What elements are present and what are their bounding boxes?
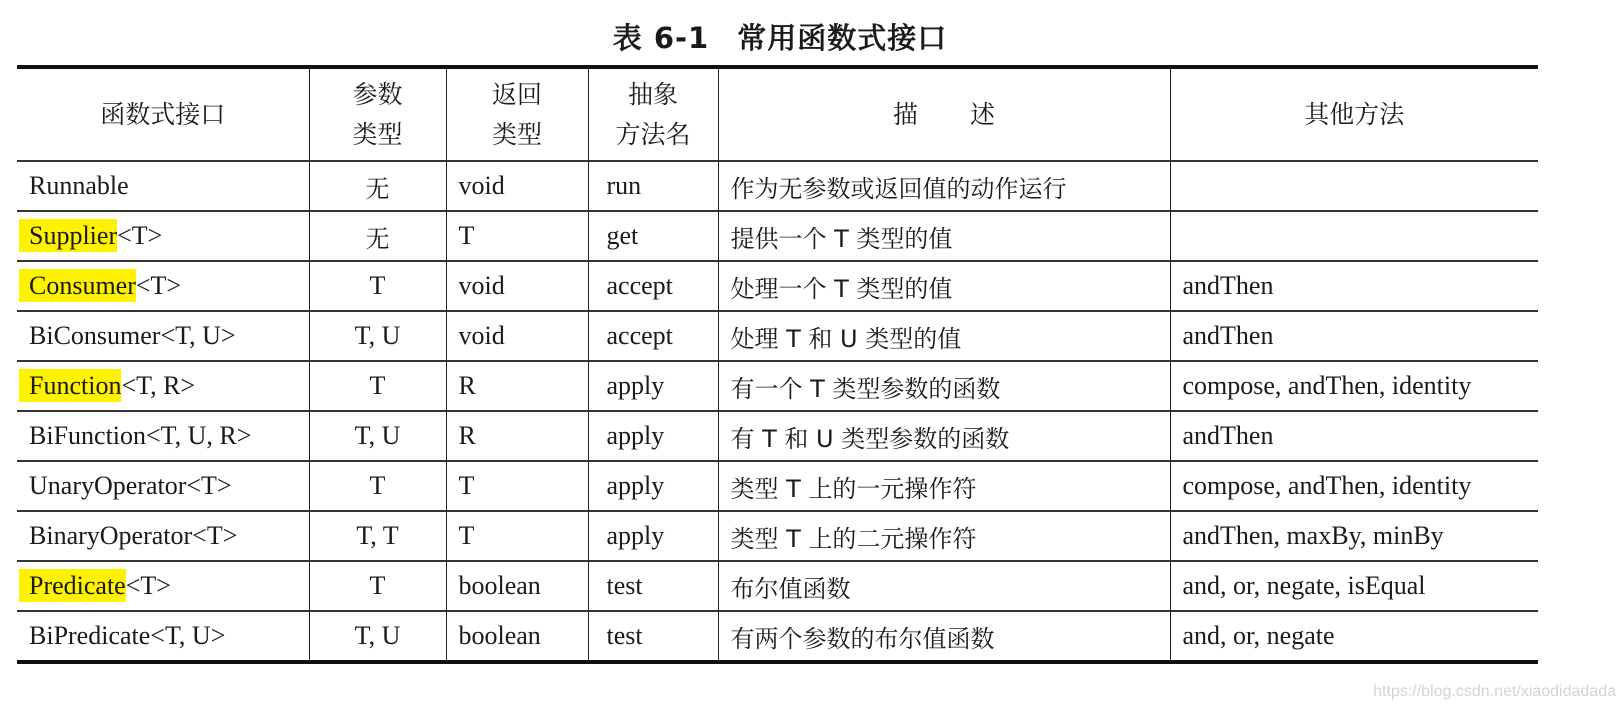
cell-interface	[17, 511, 309, 561]
cell-param-type: T, U	[309, 311, 446, 361]
table-row	[17, 611, 1538, 662]
interface-name: Runnable	[29, 171, 129, 200]
table-row	[17, 261, 1538, 311]
cell-other-methods: and, or, negate	[1170, 611, 1538, 662]
cell-interface	[17, 211, 309, 261]
interface-name: BiPredicate	[29, 621, 151, 650]
interface-name: BiFunction	[29, 421, 147, 450]
table-row	[17, 211, 1538, 261]
cell-description: 有两个参数的布尔值函数	[718, 611, 1170, 662]
cell-other-methods: andThen	[1170, 411, 1538, 461]
cell-other-methods: and, or, negate, isEqual	[1170, 561, 1538, 611]
interface-name: Supplier	[19, 219, 117, 252]
watermark: https://blog.csdn.net/xiaodidadada	[1373, 683, 1616, 700]
cell-return-type: boolean	[446, 611, 588, 662]
cell-param-type: T, U	[309, 411, 446, 461]
cell-method: apply	[588, 361, 718, 411]
interface-name: Predicate	[19, 569, 126, 602]
header-other-methods: 其他方法	[1170, 67, 1538, 161]
cell-description: 类型 T 上的一元操作符	[718, 461, 1170, 511]
table-row	[17, 161, 1538, 211]
header-abstract-method: 抽象 方法名	[588, 67, 718, 161]
cell-interface	[17, 161, 309, 211]
cell-return-type: R	[446, 411, 588, 461]
cell-other-methods: compose, andThen, identity	[1170, 461, 1538, 511]
table-row	[17, 561, 1538, 611]
header-description: 描述	[718, 67, 1170, 161]
header-param-type: 参数 类型	[309, 67, 446, 161]
cell-description: 处理 T 和 U 类型的值	[718, 311, 1170, 361]
cell-other-methods: andThen	[1170, 261, 1538, 311]
interface-name: UnaryOperator	[29, 471, 187, 500]
cell-return-type: T	[446, 511, 588, 561]
cell-other-methods	[1170, 161, 1538, 211]
cell-param-type: T	[309, 561, 446, 611]
cell-description: 布尔值函数	[718, 561, 1170, 611]
cell-interface	[17, 361, 309, 411]
cell-description: 提供一个 T 类型的值	[718, 211, 1170, 261]
interface-generic: <T, U, R>	[146, 421, 252, 450]
table-title: 常用函数式接口	[737, 21, 948, 55]
cell-return-type: void	[446, 261, 588, 311]
cell-method: apply	[588, 461, 718, 511]
cell-interface	[17, 311, 309, 361]
cell-method: test	[588, 611, 718, 662]
cell-method: accept	[588, 261, 718, 311]
cell-method: run	[588, 161, 718, 211]
cell-interface	[17, 461, 309, 511]
cell-param-type: T	[309, 261, 446, 311]
cell-description: 类型 T 上的二元操作符	[718, 511, 1170, 561]
cell-other-methods: andThen, maxBy, minBy	[1170, 511, 1538, 561]
cell-method: test	[588, 561, 718, 611]
table-row	[17, 411, 1538, 461]
cell-other-methods: andThen	[1170, 311, 1538, 361]
interface-name: Consumer	[19, 269, 136, 302]
cell-other-methods	[1170, 211, 1538, 261]
cell-interface	[17, 561, 309, 611]
cell-param-type: T	[309, 361, 446, 411]
cell-method: apply	[588, 411, 718, 461]
cell-return-type: T	[446, 461, 588, 511]
cell-description: 有一个 T 类型参数的函数	[718, 361, 1170, 411]
cell-method: accept	[588, 311, 718, 361]
interface-generic: <T>	[135, 271, 182, 300]
cell-description: 作为无参数或返回值的动作运行	[718, 161, 1170, 211]
interface-generic: <T>	[192, 521, 238, 550]
cell-param-type: T, T	[309, 511, 446, 561]
cell-description: 处理一个 T 类型的值	[718, 261, 1170, 311]
interface-generic: <T, U>	[160, 321, 236, 350]
table-number: 表 6-1	[612, 21, 710, 55]
cell-interface	[17, 261, 309, 311]
interface-generic: <T>	[186, 471, 232, 500]
interface-generic: <T, U>	[150, 621, 226, 650]
header-return-type: 返回 类型	[446, 67, 588, 161]
interface-generic: <T>	[125, 571, 171, 600]
cell-interface	[17, 611, 309, 662]
cell-return-type: T	[446, 211, 588, 261]
cell-other-methods: compose, andThen, identity	[1170, 361, 1538, 411]
cell-param-type: 无	[309, 211, 446, 261]
header-interface: 函数式接口	[17, 67, 309, 161]
cell-return-type: void	[446, 311, 588, 361]
table-row	[17, 511, 1538, 561]
cell-method: apply	[588, 511, 718, 561]
header-row	[17, 67, 1538, 161]
interface-name: BiConsumer	[29, 321, 161, 350]
table-row	[17, 311, 1538, 361]
cell-return-type: void	[446, 161, 588, 211]
cell-description: 有 T 和 U 类型参数的函数	[718, 411, 1170, 461]
cell-return-type: boolean	[446, 561, 588, 611]
interface-generic: <T>	[117, 221, 163, 250]
functional-interfaces-table	[17, 65, 1538, 664]
cell-interface	[17, 411, 309, 461]
cell-param-type: T, U	[309, 611, 446, 662]
interface-generic: <T, R>	[121, 371, 196, 400]
cell-param-type: 无	[309, 161, 446, 211]
table-caption	[0, 16, 1560, 57]
table-row	[17, 461, 1538, 511]
interface-name: BinaryOperator	[29, 521, 193, 550]
cell-method: get	[588, 211, 718, 261]
cell-param-type: T	[309, 461, 446, 511]
table-row	[17, 361, 1538, 411]
cell-return-type: R	[446, 361, 588, 411]
interface-name: Function	[19, 369, 121, 402]
